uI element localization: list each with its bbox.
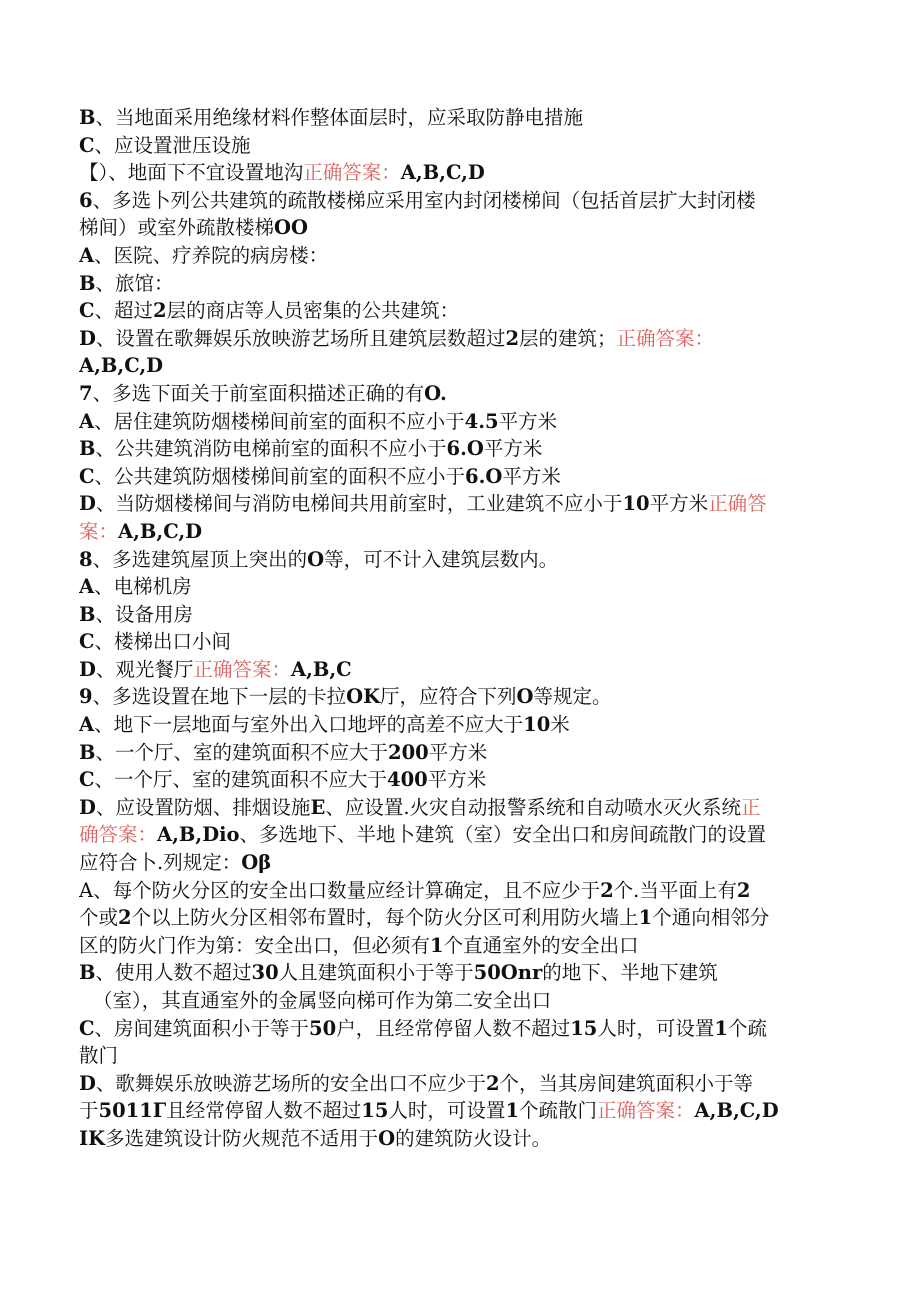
text-run: 【）、地面下不宜设置地沟	[79, 161, 304, 185]
bold-run: 2	[118, 906, 132, 930]
text-run: 等，可不计入建筑层数内。	[324, 547, 559, 571]
text-run: 、公共建筑消防电梯前室的面积不应小于	[95, 437, 447, 461]
bold-run: B	[79, 106, 96, 129]
answer-label: 正确答案：	[303, 161, 401, 185]
bold-run: 1	[638, 906, 653, 930]
text-line	[79, 849, 839, 877]
bold-run: O.	[424, 381, 447, 405]
text-line	[79, 1042, 839, 1070]
text-run: 、多选下面关于前室面积描述正确的有	[92, 381, 425, 405]
bold-run: 6.O	[465, 464, 503, 488]
text-run: 平方米	[427, 768, 487, 792]
bold-run: 200	[388, 740, 429, 764]
document-body	[79, 104, 839, 1153]
text-run: 、设备用房	[95, 602, 193, 626]
text-line	[79, 104, 839, 132]
text-line	[79, 242, 839, 270]
bold-run: A	[79, 713, 95, 737]
bold-run: 50	[309, 1016, 337, 1040]
text-line	[79, 739, 839, 767]
bold-run: D	[79, 1071, 96, 1095]
text-line	[79, 132, 839, 160]
bold-run: 2	[600, 878, 614, 902]
text-run: 、设置在歌舞娱乐放映游艺场所且建筑层数超过	[95, 326, 506, 350]
bold-run: A,B,C,D	[694, 1099, 779, 1123]
text-run: 、多选设置在地下一层的卡拉	[92, 685, 347, 709]
bold-run: D	[79, 326, 96, 350]
bold-run: 1	[714, 1016, 728, 1040]
text-run: 个.当平面上有	[613, 878, 737, 902]
text-run: 米	[550, 713, 570, 737]
bold-run: 2	[505, 326, 520, 350]
bold-run: A,B,Dio	[157, 823, 240, 847]
text-line	[79, 656, 839, 684]
text-run: 、多选建筑屋顶上突出的	[92, 547, 308, 571]
text-run: 、应设置泄压设施	[94, 133, 251, 157]
text-run: 、歌舞娱乐放映游艺场所的安全出口不应少于	[95, 1071, 486, 1095]
text-line	[79, 352, 839, 380]
text-run: 、观光餐厅	[95, 657, 194, 681]
text-run: 且经常停留人数不超过	[166, 1099, 362, 1123]
text-line	[79, 1097, 839, 1125]
text-run: 人时，可设置	[388, 1099, 506, 1123]
bold-run: O	[516, 685, 534, 709]
bold-run: D	[79, 657, 96, 681]
text-line	[79, 214, 839, 242]
text-run: 个直通室外的安全出口	[443, 933, 639, 957]
text-run: 、应设置.火灾自动报警系统和自动喷水灭火系统	[325, 795, 742, 819]
answer-label: 正确答	[708, 492, 767, 516]
bold-run: 15	[570, 1016, 598, 1040]
text-line	[79, 821, 839, 849]
text-line	[79, 435, 839, 463]
text-run: 个，当其房间建筑面积小于等	[499, 1071, 754, 1095]
bold-run: B	[79, 961, 96, 985]
text-run: A、每个防火分区的安全出口数量应经计算确定，且不应少于	[79, 878, 601, 902]
bold-run: 6.O	[446, 437, 484, 461]
text-run: 、一个厅、室的建筑面积不应大于	[95, 740, 388, 764]
bold-run: C	[79, 1016, 95, 1040]
text-run: 平方米	[502, 464, 561, 488]
bold-run: D	[79, 795, 96, 819]
text-run: 散门	[79, 1044, 119, 1068]
bold-run: A,B,C,D	[79, 354, 164, 378]
text-line	[79, 408, 839, 436]
text-run: 户，且经常停留人数不超过	[336, 1016, 571, 1040]
text-run: 、应设置防烟、排烟设施	[95, 795, 311, 819]
text-run: 平方米	[649, 492, 709, 516]
answer-label: 正确答案：	[193, 657, 291, 681]
bold-run: Oβ	[241, 851, 272, 875]
text-line	[79, 380, 839, 408]
text-run: 个疏散门	[519, 1099, 598, 1123]
text-run: 、多选地下、半地卜建筑（室）安全出口和房间疏散门的设置	[239, 823, 767, 847]
text-line	[79, 159, 839, 187]
bold-run: 1	[430, 933, 444, 957]
bold-run: 2	[736, 878, 751, 902]
answer-label: 正	[741, 795, 761, 819]
bold-run: D	[79, 492, 96, 516]
text-run: 人时，可设置	[597, 1016, 715, 1040]
text-run: 、使用人数不超过	[95, 961, 252, 985]
text-run: 、公共建筑防烟楼梯间前室的面积不应小于	[94, 464, 466, 488]
text-run: 的建筑防火设计。	[395, 1126, 552, 1150]
text-run: 、电梯机房	[94, 575, 192, 599]
bold-run: 2	[153, 299, 167, 323]
text-run: 、楼梯出口小间	[94, 630, 232, 654]
bold-run: 400	[387, 768, 428, 792]
text-line	[79, 987, 839, 1015]
text-line	[79, 794, 839, 822]
bold-run: C	[79, 768, 95, 792]
text-run: 于	[79, 1099, 99, 1123]
text-run: 平方米	[483, 437, 543, 461]
text-line	[79, 932, 839, 960]
bold-run: A,B,C	[290, 657, 352, 681]
bold-run: 10	[523, 713, 551, 737]
text-run: （室），其直通室外的金属竖向梯可作为第二安全出口	[93, 989, 552, 1012]
bold-run: OK	[346, 685, 381, 709]
bold-run: OO	[274, 216, 308, 240]
text-run: 个疏	[727, 1016, 767, 1040]
text-run: 应符合卜.列规定：	[79, 851, 242, 875]
text-run: 、地下一层地面与室外出入口地坪的高差不应大于	[94, 713, 524, 737]
bold-run: C	[79, 299, 95, 323]
text-line	[79, 573, 839, 601]
bold-run: A	[79, 243, 95, 267]
text-line	[79, 187, 839, 215]
bold-run: 30	[251, 961, 279, 985]
text-run: 等规定。	[533, 685, 612, 709]
text-run: 厅，应符合下列	[380, 685, 517, 709]
text-line	[79, 766, 839, 794]
text-run: 区的防火门作为第：安全出口，但必须有	[79, 933, 431, 957]
bold-run: B	[79, 740, 96, 764]
bold-run: 2	[485, 1071, 500, 1095]
text-line	[79, 1070, 839, 1098]
text-run: 层的商店等人员密集的公共建筑：	[166, 299, 460, 323]
text-run: 人且建筑面积小于等于	[278, 961, 474, 985]
bold-run: 50Onr	[473, 961, 543, 985]
text-run: 梯间）或室外疏散楼梯	[79, 216, 275, 240]
bold-run: A,B,C,D	[400, 161, 485, 185]
bold-run: 1	[505, 1099, 520, 1123]
bold-run: A	[79, 409, 95, 433]
text-run: 、医院、疗养院的病房楼：	[94, 243, 329, 267]
text-run: 、当地面采用绝缘材料作整体面层时，应采取防静电措施	[95, 106, 583, 129]
bold-run: 7	[79, 381, 93, 405]
bold-run: A	[79, 575, 95, 599]
bold-run: C	[79, 133, 95, 157]
text-run: 、多选卜列公共建筑的疏散楼梯应采用室内封闭楼梯间（包括首层扩大封闭楼	[92, 188, 756, 212]
answer-label: 确答案：	[79, 823, 158, 847]
text-run: 平方米	[498, 409, 558, 433]
text-line	[79, 546, 839, 574]
text-run: 层的建筑；	[519, 326, 617, 350]
text-line	[79, 490, 839, 518]
answer-label: 案：	[79, 519, 119, 543]
bold-run: 5011Г	[98, 1099, 167, 1123]
bold-run: 4.5	[464, 409, 499, 433]
text-line	[79, 959, 839, 987]
text-line	[79, 297, 839, 325]
text-line	[79, 518, 839, 546]
bold-run: C	[79, 630, 95, 654]
text-line	[79, 711, 839, 739]
text-line	[79, 877, 839, 905]
bold-run: O	[378, 1126, 396, 1150]
text-run: 个以上防火分区相邻布置时，每个防火分区可利用防火墙上	[131, 906, 639, 930]
bold-run: 15	[361, 1099, 389, 1123]
text-run: 个或	[79, 906, 119, 930]
text-run: 的地下、半地下建筑	[542, 961, 718, 985]
text-run: 、当防烟楼梯间与消防电梯间共用前室时，工业建筑不应小于	[95, 492, 623, 516]
bold-run: 6	[79, 188, 93, 212]
text-line	[79, 270, 839, 298]
text-line	[79, 325, 839, 353]
text-run: 、旅馆：	[95, 271, 174, 295]
answer-label: 正确答案：	[597, 1099, 695, 1123]
text-run: 、房间建筑面积小于等于	[94, 1016, 310, 1040]
text-line	[79, 904, 839, 932]
bold-run: O	[307, 547, 325, 571]
bold-run: C	[79, 464, 95, 488]
text-line	[79, 1125, 839, 1153]
text-line	[79, 601, 839, 629]
text-run: 、居住建筑防烟楼梯间前室的面积不应小于	[94, 409, 465, 433]
text-line	[79, 1015, 839, 1043]
bold-run: 10	[622, 492, 650, 516]
text-run: 、超过	[94, 299, 154, 323]
bold-run: B	[79, 602, 96, 626]
bold-run: A,B,C,D	[118, 519, 203, 543]
bold-run: IK	[79, 1126, 106, 1150]
text-run: 个通向相邻分	[652, 906, 770, 930]
bold-run: 8	[79, 547, 93, 571]
text-run: 多选建筑设计防火规范不适用于	[105, 1126, 379, 1150]
answer-label: 正确答案：	[616, 326, 715, 350]
text-line	[79, 463, 839, 491]
text-line	[79, 683, 839, 711]
bold-run: E	[310, 795, 326, 819]
bold-run: 9	[79, 685, 93, 709]
bold-run: B	[79, 271, 96, 295]
text-run: 平方米	[428, 740, 488, 764]
bold-run: B	[79, 437, 96, 461]
text-line	[79, 628, 839, 656]
text-run: 、一个厅、室的建筑面积不应大于	[94, 768, 388, 792]
